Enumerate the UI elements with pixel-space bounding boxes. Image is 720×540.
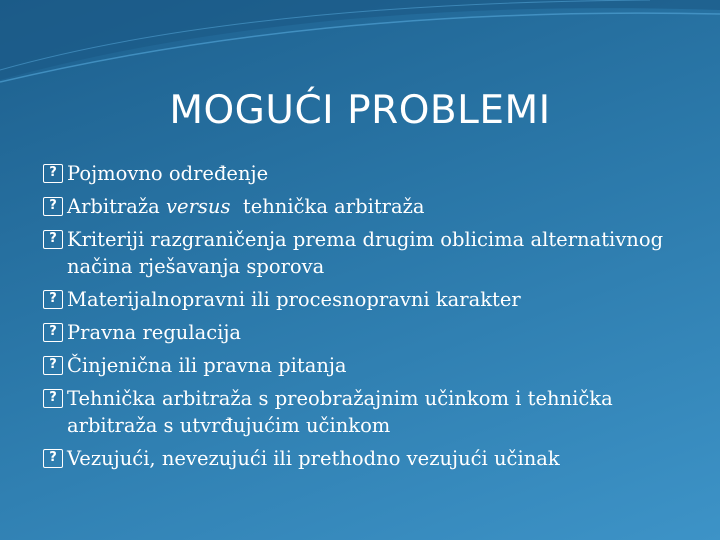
bullet-text-part: tehnička arbitraža [230, 195, 425, 218]
bullet-item [43, 193, 683, 220]
bullet-text: Vezujući, nevezujući ili prethodno vezujući učinak [67, 447, 560, 470]
bullet-item [43, 385, 683, 439]
bullet-marker-icon: ? [43, 230, 63, 249]
bullet-list [43, 160, 683, 478]
slide-title: MOGUĆI PROBLEMI [169, 88, 551, 133]
bullet-text-part: Arbitraža [67, 195, 167, 218]
bullet-marker-icon: ? [43, 323, 63, 342]
bullet-text [67, 193, 683, 220]
bullet-marker-icon: ? [43, 290, 63, 309]
bullet-item [43, 226, 683, 280]
bullet-text: Kriteriji razgraničenja prema drugim oblicima alternativnog načina rješavanja sporova [67, 228, 664, 278]
bullet-text-emphasis: versus [166, 195, 231, 218]
bullet-text: Tehnička arbitraža s preobražajnim učinkom i tehnička arbitraža s utvrđujućim učinkom [67, 387, 613, 437]
bullet-marker-icon: ? [43, 449, 63, 468]
bullet-text: Pojmovno određenje [67, 162, 269, 185]
bullet-text: Činjenična ili pravna pitanja [67, 354, 347, 377]
bullet-text: Materijalnopravni ili procesnopravni karakter [67, 288, 521, 311]
bullet-text: Pravna regulacija [67, 321, 242, 344]
bullet-marker-icon: ? [43, 197, 63, 216]
bullet-marker-icon: ? [43, 164, 63, 183]
bullet-marker-icon: ? [43, 389, 63, 408]
bullet-item [43, 160, 683, 187]
bullet-item [43, 352, 683, 379]
bullet-item [43, 319, 683, 346]
bullet-marker-icon: ? [43, 356, 63, 375]
bullet-item [43, 445, 683, 472]
bullet-item [43, 286, 683, 313]
